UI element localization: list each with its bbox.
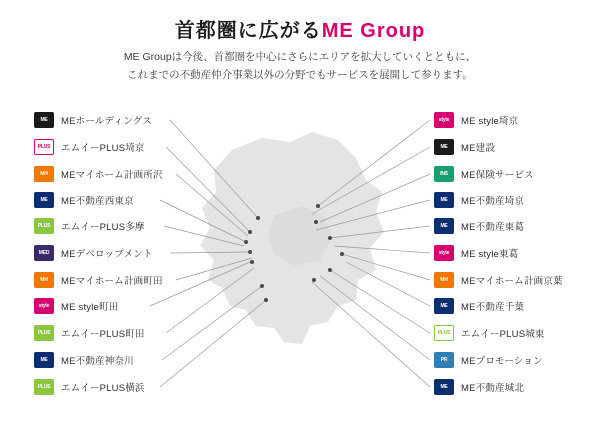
kanto-map (170, 120, 430, 380)
company-name: ME不動産城北 (461, 383, 525, 394)
company-logo-icon: ME (434, 298, 454, 314)
list-item[interactable] (434, 244, 518, 262)
company-logo-icon: MH (34, 166, 54, 182)
company-name: ME保険サービス (461, 170, 534, 181)
list-item[interactable] (434, 138, 495, 156)
company-name: ME不動産神奈川 (61, 356, 134, 367)
company-logo-icon: ME (34, 352, 54, 368)
company-name: MEマイホーム計画所沢 (61, 170, 163, 181)
list-item[interactable] (434, 191, 524, 209)
company-logo-icon: PLUS (434, 325, 454, 341)
list-item[interactable] (34, 191, 134, 209)
title-prefix: 首都圏に広がる (174, 20, 322, 42)
company-logo-icon: ME (434, 139, 454, 155)
company-name: MEプロモーション (461, 356, 543, 367)
list-item[interactable] (434, 378, 524, 396)
list-item[interactable] (34, 217, 145, 235)
company-name: エムイーPLUS埼京 (61, 143, 145, 154)
company-logo-icon: style (34, 298, 54, 314)
company-logo-icon: ME (34, 112, 54, 128)
company-logo-icon: PLUS (34, 325, 54, 341)
company-name: MEマイホーム計画町田 (61, 276, 163, 287)
list-item[interactable] (434, 297, 524, 315)
company-name: ME style町田 (61, 302, 119, 313)
company-logo-icon: INS (434, 166, 454, 182)
company-logo-icon: ME (34, 192, 54, 208)
subtitle-line-2: これまでの不動産仲介事業以外の分野でもサービスを展開して参ります。 (127, 69, 473, 82)
company-name: MEマイホーム計画京葉 (461, 276, 563, 287)
list-item[interactable] (34, 138, 145, 156)
company-name: ME style埼京 (461, 116, 519, 127)
page-subtitle (0, 48, 600, 85)
company-name: エムイーPLUS多摩 (61, 222, 145, 233)
list-item[interactable] (434, 324, 545, 342)
list-item[interactable] (434, 111, 518, 129)
company-name: MEデベロップメント (61, 249, 153, 260)
company-logo-icon: ME (434, 379, 454, 395)
company-logo-icon: ME (434, 218, 454, 234)
company-name: エムイーPLUS城東 (461, 329, 545, 340)
company-name: ME建設 (461, 143, 496, 154)
title-accent: ME Group (321, 20, 426, 42)
list-item[interactable] (434, 217, 524, 235)
list-item[interactable] (34, 111, 152, 129)
list-item[interactable] (34, 378, 145, 396)
list-item[interactable] (34, 351, 134, 369)
company-name: ME不動産西東京 (61, 196, 134, 207)
company-name: エムイーPLUS町田 (61, 329, 145, 340)
list-item[interactable] (34, 324, 145, 342)
list-item[interactable] (434, 351, 543, 369)
company-logo-icon: style (434, 112, 454, 128)
company-logo-icon: MED (34, 245, 54, 261)
page-title (0, 14, 600, 43)
company-logo-icon: ME (434, 192, 454, 208)
list-item[interactable] (34, 244, 153, 262)
company-logo-icon: MH (34, 272, 54, 288)
company-logo-icon: PLUS (34, 139, 54, 155)
company-logo-icon: PLUS (34, 379, 54, 395)
company-name: ME style東葛 (461, 249, 519, 260)
company-name: ME不動産東葛 (461, 222, 525, 233)
list-item[interactable] (34, 297, 118, 315)
list-item[interactable] (434, 271, 563, 289)
company-logo-icon: style (434, 245, 454, 261)
company-name: エムイーPLUS横浜 (61, 383, 145, 394)
company-name: MEホールディングス (61, 116, 153, 127)
list-item[interactable] (434, 165, 534, 183)
subtitle-line-1: ME Groupは今後、首都圏を中心にさらにエリアを拡大していくとともに、 (123, 51, 477, 63)
list-item[interactable] (34, 165, 163, 183)
company-logo-icon: PLUS (34, 218, 54, 234)
list-item[interactable] (34, 271, 163, 289)
company-logo-icon: MH (434, 272, 454, 288)
company-name: ME不動産埼京 (461, 196, 525, 207)
company-logo-icon: PR (434, 352, 454, 368)
company-name: ME不動産千葉 (461, 302, 525, 313)
